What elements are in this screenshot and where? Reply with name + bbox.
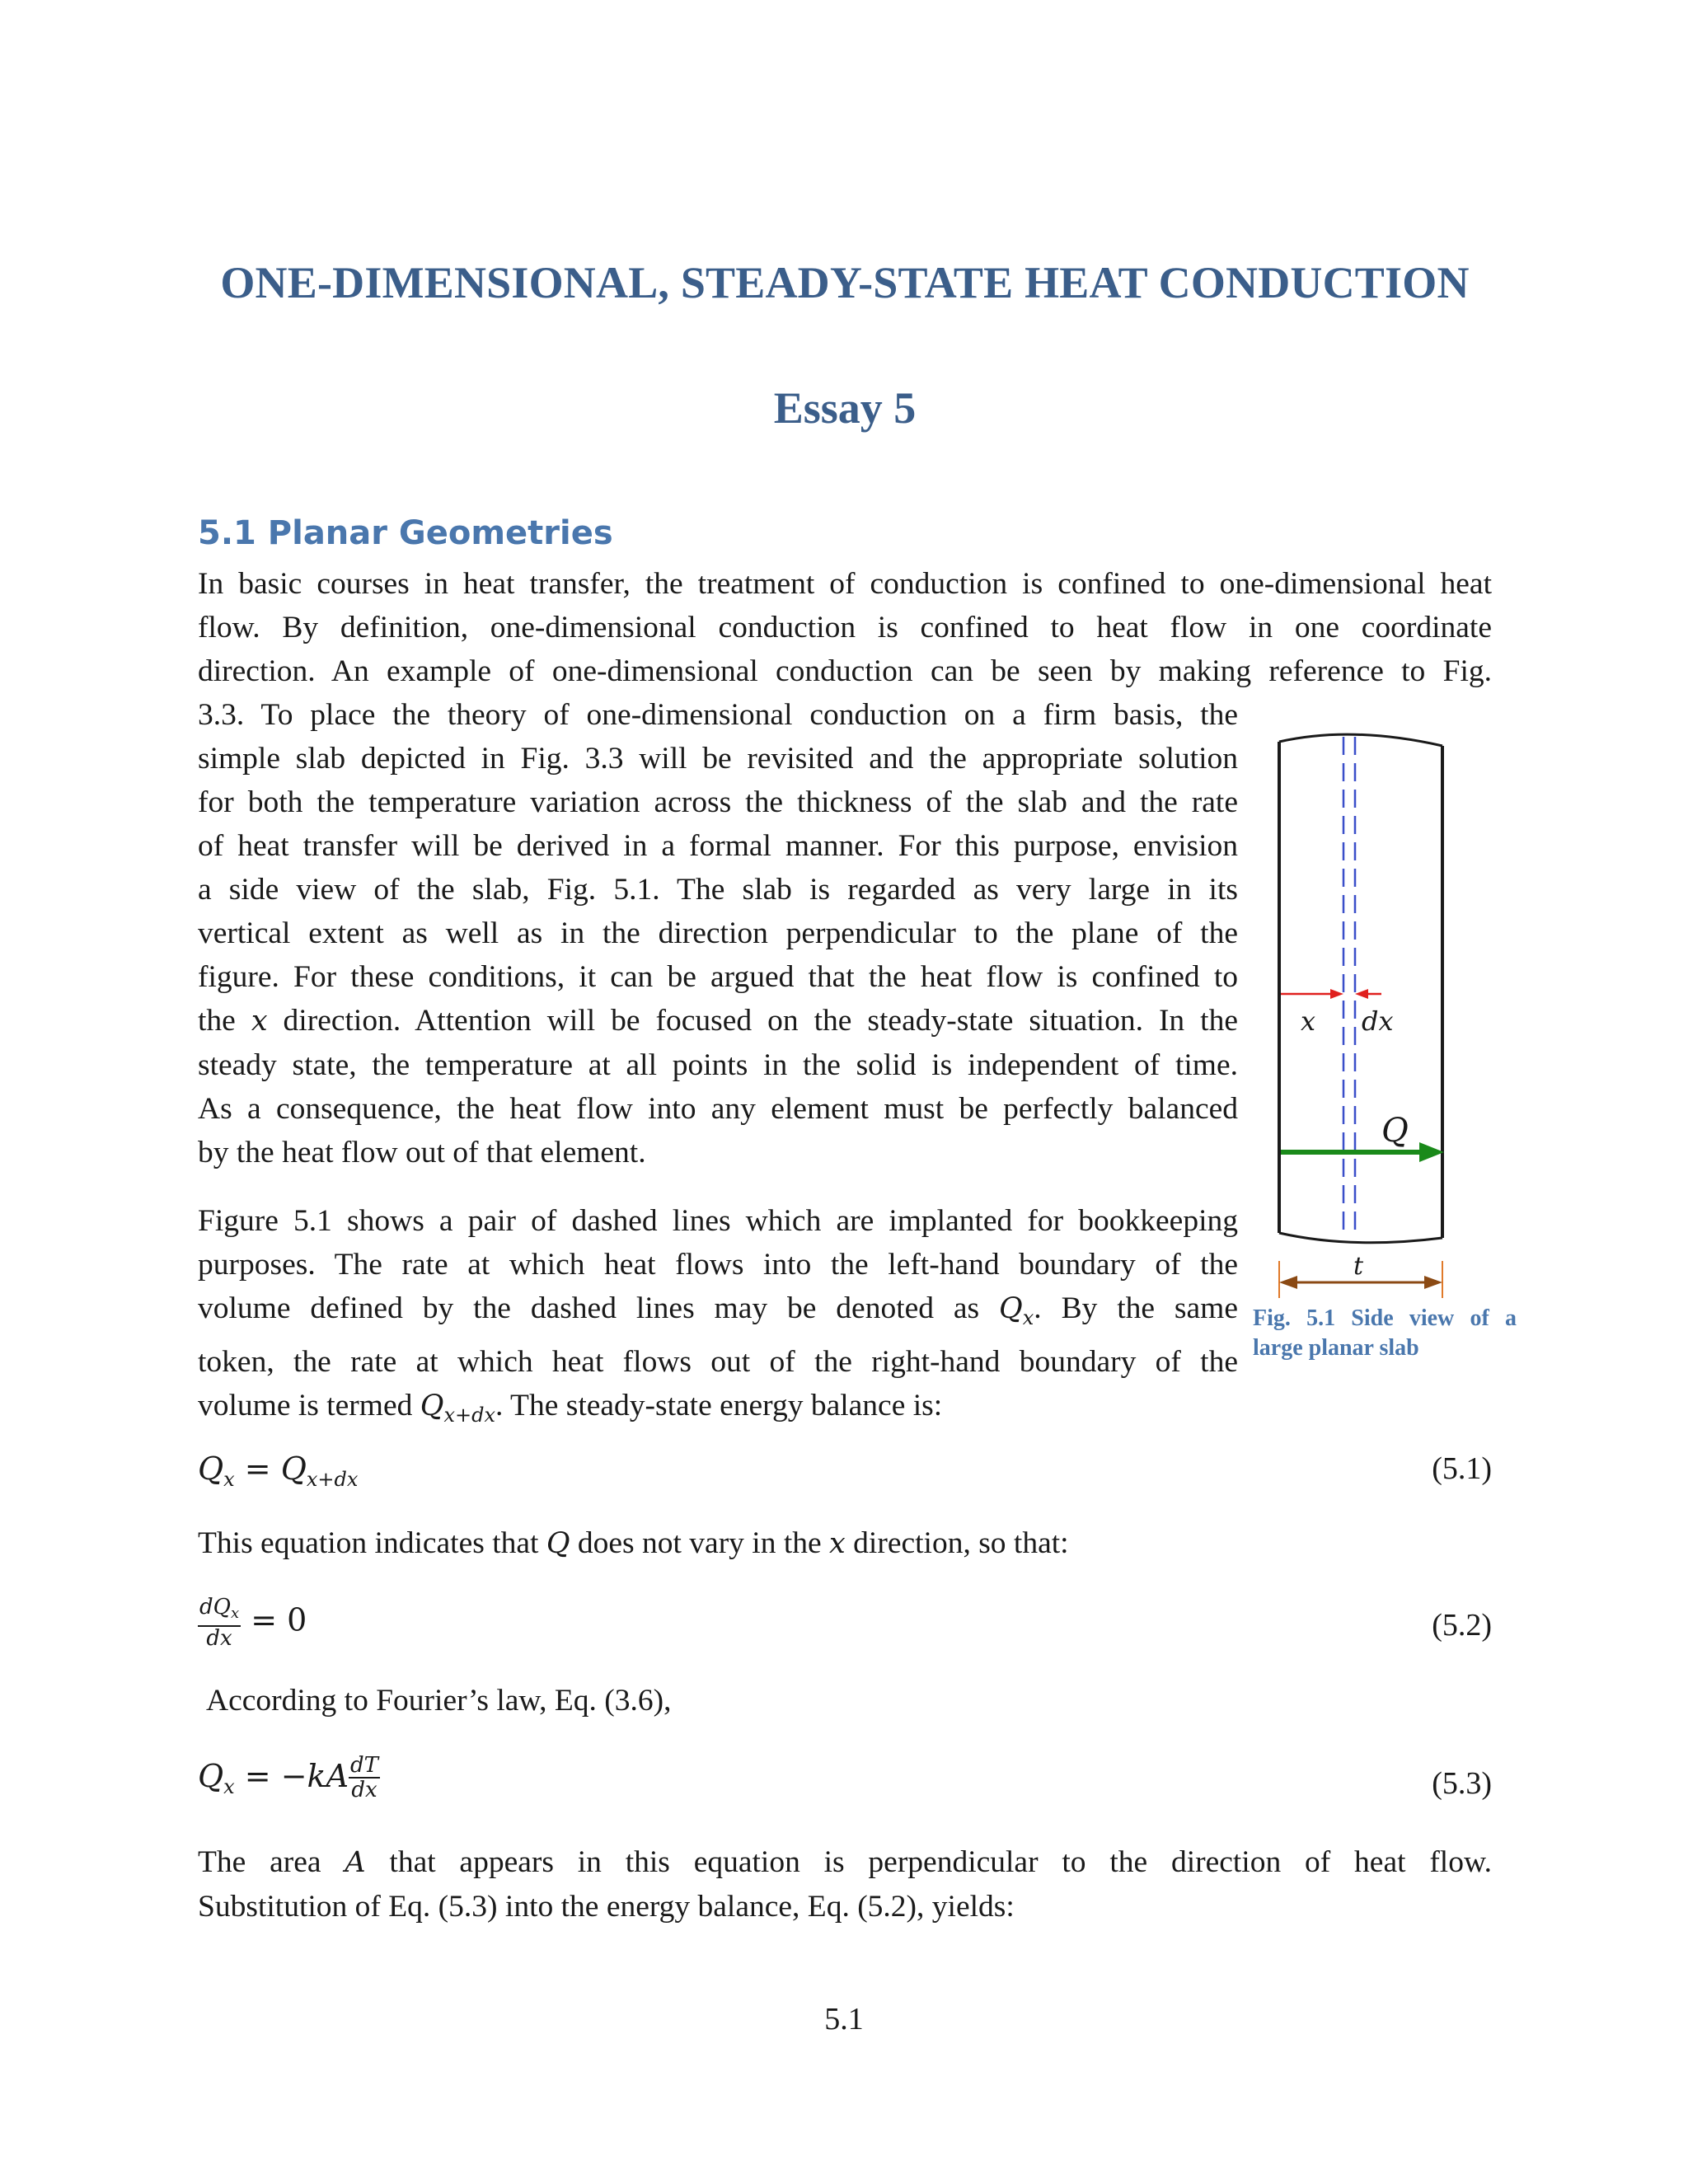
text-line: for both the temperature variation across the thickness of the slab and the rate	[198, 785, 1238, 819]
text-line: a side view of the slab, Fig. 5.1. The slab is regarded as very large in its	[198, 873, 1238, 907]
paragraph-4	[206, 1679, 1492, 1722]
text-line: simple slab depicted in Fig. 3.3 will be revisited and the appropriate solution	[198, 742, 1238, 776]
equation-body: $Q_x = -kA$ $\frac{dT}{dx}$	[198, 1753, 379, 1802]
text-line: volume is termed $Q_{x+dx}$. The steady-state energy balance is:	[198, 1389, 943, 1427]
paragraph-5	[198, 1840, 1492, 1929]
text-line: According to Fourier’s law, Eq. (3.6),	[206, 1684, 672, 1718]
text-line: The area A that appears in this equation is perpendicular to the direction of heat flow.	[198, 1845, 1492, 1879]
paragraph-1-wrapped	[198, 693, 1238, 1174]
text-line: the x direction. Attention will be focused on the steady-state situation. In the	[198, 1004, 1238, 1038]
text-line: steady state, the temperature at all points in the solid is independent of time.	[198, 1048, 1238, 1082]
text-line: volume defined by the dashed lines may be denoted as $Q_x$. By the same	[198, 1291, 1238, 1329]
equation-5-3	[198, 1754, 1492, 1820]
text-line: As a consequence, the heat flow into any element must be perfectly balanced	[198, 1092, 1238, 1126]
paragraph-1-full	[198, 562, 1492, 693]
page-title: ONE-DIMENSIONAL, STEADY-STATE HEAT CONDUCTION	[220, 258, 1470, 307]
equation-number: (5.1)	[1432, 1451, 1492, 1486]
text-line: flow. By definition, one-dimensional conduction is confined to heat flow in one coordinate	[198, 611, 1492, 644]
label-Q: Q	[1381, 1112, 1409, 1150]
text-line: figure. For these conditions, it can be argued that the heat flow is confined to	[198, 960, 1238, 994]
label-t: t	[1353, 1252, 1364, 1281]
paragraph-3	[198, 1521, 1492, 1566]
fraction: $\frac{dQ_x}{dx}$	[199, 1595, 240, 1651]
label-x: x	[1301, 1005, 1316, 1037]
slab-bottom-edge	[1279, 1233, 1442, 1243]
equation-number: (5.3)	[1432, 1766, 1492, 1801]
text-line: vertical extent as well as in the direction perpendicular to the plane of the	[198, 916, 1238, 950]
equation-number: (5.2)	[1432, 1608, 1492, 1643]
fraction: $\frac{dT}{dx}$	[350, 1753, 379, 1802]
text-line: In basic courses in heat transfer, the treatment of conduction is confined to one-dimensional heat	[198, 567, 1492, 601]
equation-body: $Q_x = Q_{x+dx}$	[198, 1451, 359, 1491]
page-number: 5.1	[824, 2002, 864, 2036]
text-line: token, the rate at which heat flows out of the right-hand boundary of the	[198, 1345, 1238, 1379]
text-line: of heat transfer will be derived in a formal manner. For this purpose, envision	[198, 829, 1238, 863]
text-line: Substitution of Eq. (5.3) into the energy balance, Eq. (5.2), yields:	[198, 1890, 1015, 1924]
section-heading: 5.1 Planar Geometries	[198, 514, 613, 552]
equation-5-2	[198, 1596, 1492, 1661]
slab-top-edge	[1279, 734, 1442, 746]
equation-body: $\frac{dQ_x}{dx}$ = 0	[199, 1595, 307, 1651]
figure-caption: Fig. 5.1 Side view of a large planar slab	[1253, 1305, 1517, 1361]
label-dx: dx	[1362, 1005, 1394, 1037]
text-line: by the heat flow out of that element.	[198, 1136, 646, 1169]
essay-number: Essay 5	[773, 383, 917, 433]
text-line: This equation indicates that Q does not vary in the x direction, so that:	[198, 1526, 1069, 1560]
paragraph-2	[198, 1199, 1238, 1437]
text-line: direction. An example of one-dimensional conduction can be seen by making reference to Fig.	[198, 654, 1492, 688]
text-line: 3.3. To place the theory of one-dimensional conduction on a firm basis, the	[198, 698, 1238, 732]
text-line: purposes. The rate at which heat flows into the left-hand boundary of the	[198, 1248, 1238, 1282]
text-line: Figure 5.1 shows a pair of dashed lines which are implanted for bookkeeping	[198, 1204, 1238, 1238]
